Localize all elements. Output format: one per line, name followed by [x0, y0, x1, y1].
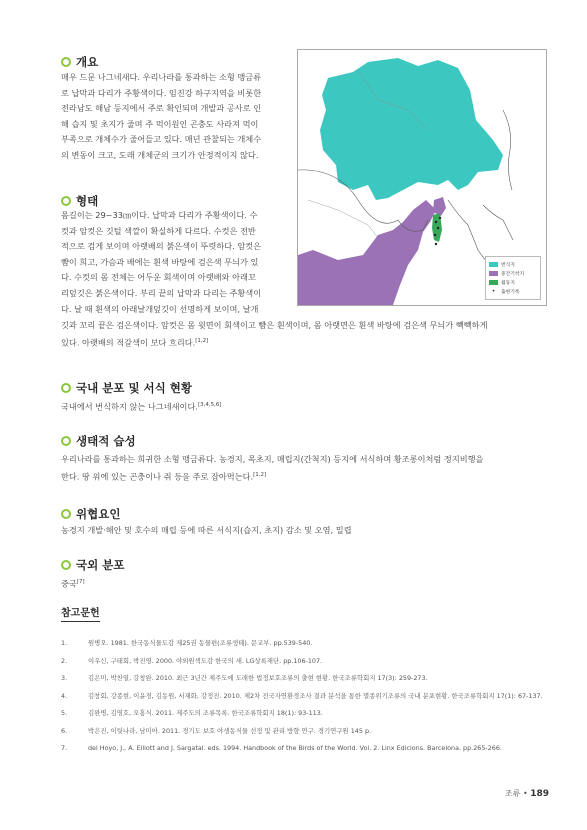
overview-text: 매우 드문 나그네새다. 우리나라를 통과하는 소형 맹금류 로 납막과 다리가 주황색이다. 임진강 하구지역을 비롯한 전라남도 해남 등지에서 주로 확인되며 개발과 공사로 인 해 습지 및 초지가 줄며 주 먹이원인 곤충도 사라져 먹이 부족으로 개체수가 줄어들고 있다. 매년 관찰되는 개체수 의 변동이 크고, 도래 개체군의 크기가 안정적이지 않다.: [61, 72, 262, 160]
section-title-overview: 개요: [61, 54, 98, 70]
bullet-ring-icon: [61, 196, 71, 206]
overseas-text: 중국[7]: [61, 578, 85, 589]
section-title-morphology: 형태: [61, 193, 98, 209]
bullet-ring-icon: [61, 509, 71, 519]
legend-swatch: [489, 271, 498, 276]
legend-swatch: [489, 280, 498, 285]
reference-item: 7. del Hoyo, J., A. Elliott and J. Sargatal. eds. 1994. Handbook of the Birds of the World. Vol. 2. Linx Edicions. Barcelona. pp.265-266.: [61, 744, 502, 752]
legend-item: 중간기착지: [489, 269, 537, 278]
bullet-ring-icon: [61, 57, 71, 67]
citation: [7]: [76, 579, 85, 585]
reference-item: 2. 이우신, 구태회, 박진영. 2000. 야외원색도감 한국의 새. LG상록재단. pp.106-107.: [61, 656, 323, 665]
section-title-threats: 위협요인: [61, 506, 120, 522]
page-footer: 조류 • 189: [504, 789, 549, 799]
reference-item: 1. 원병오. 1981. 한국동식물도감 제25권 동물편(조류생태). 문교부. pp.539-540.: [61, 639, 313, 647]
citation: [1,2]: [195, 337, 209, 344]
legend-dot-icon: •: [491, 288, 496, 295]
section-title-overseas: 국외 분포: [61, 557, 124, 573]
morphology-text-wide: 깃과 꼬리 끝은 검은색이다. 암컷은 몸 윗면이 회색이고 뺨은 흰색이며, 몸 아랫면은 흰색 바탕에 검은색 무늬가 빽빽하게 있다. 아랫배의 적갈색이 보다 흐리다.[1,2]: [61, 320, 488, 348]
page-number: 189: [530, 789, 549, 799]
legend-swatch: [489, 262, 498, 267]
bullet-ring-icon: [61, 383, 71, 393]
reference-item: 6. 박은진, 이팃나라, 남미아. 2011. 경기도 보호 야생동식물 선정 및 관리 방향 연구. 경기연구원 145 p.: [61, 726, 372, 735]
morphology-text: 몸길이는 29~33㎝이다. 납막과 다리가 주황색이다. 수 컷과 암컷은 깃털 색깔이 확실하게 다르다. 수컷은 전반 적으로 검게 보이며 아랫배의 붉은색이 뚜렷하다. 암컷은 뺨이 희고, 가슴과 배에는 흰색 바탕에 검은색 무늬가 있 다. 수컷의 몸 전체는 어두운 회색이며 아랫배와 아래꼬 리덮깃은 붉은색이다. 부리 끝의 납막과 다리는 주황색이 다. 날 때 흰색의 아래날개덮깃이 선명하게 보이며, 날개: [61, 210, 262, 314]
citation: [3,4,5,6]: [197, 402, 222, 408]
legend-item: 번식지: [489, 260, 537, 269]
section-title-ecology: 생태적 습성: [61, 433, 136, 449]
references-list: [61, 638, 549, 761]
legend-item: • 출현기록: [489, 287, 537, 296]
bullet-ring-icon: [61, 436, 71, 446]
reference-item: 5. 김완병, 김영호, 오홍식. 2011. 제주도의 조류목록. 한국조류학회지 18(1): 93-113.: [61, 709, 323, 717]
ecology-text: 우리나라를 통과하는 희귀한 소형 맹금류다. 농경지, 목초지, 매립지(간척지) 등지에 서식하며 황조롱이처럼 정지비행을 한다. 땅 위에 있는 곤충이나 쥐 등을 주로 잡아먹는다.[1,2]: [61, 454, 484, 482]
distribution-map: [297, 49, 547, 306]
section-title-domestic: 국내 분포 및 서식 현황: [61, 380, 192, 396]
map-legend: [485, 256, 541, 300]
references-title: 참고문헌: [61, 604, 100, 619]
reference-item: 4. 김창회, 강종현, 이윤경, 김동원, 서재화, 강정진. 2010. 제2차 전국자연환경조사 결과 분석을 통한 멸종위기조류의 국내 분포현황. 한국조류학회지 17(1): 67-137.: [61, 691, 543, 700]
citation: [1,2]: [253, 471, 267, 478]
reference-item: 3. 김은미, 박찬열, 강창완. 2010. 최근 3년간 제주도에 도래한 법정보호조류의 출현 현황. 한국조류학회지 17(3): 259-273.: [61, 674, 428, 682]
bullet-ring-icon: [61, 560, 71, 570]
threats-text: 농경지 개발·해안 및 호수의 매립 등에 따른 서식지(습지, 초지) 감소 및 오염, 밀렵: [61, 525, 352, 535]
legend-item: 월동지: [489, 278, 537, 287]
domestic-text: 국내에서 번식하지 않는 나그네새이다.[3,4,5,6]: [61, 401, 222, 412]
